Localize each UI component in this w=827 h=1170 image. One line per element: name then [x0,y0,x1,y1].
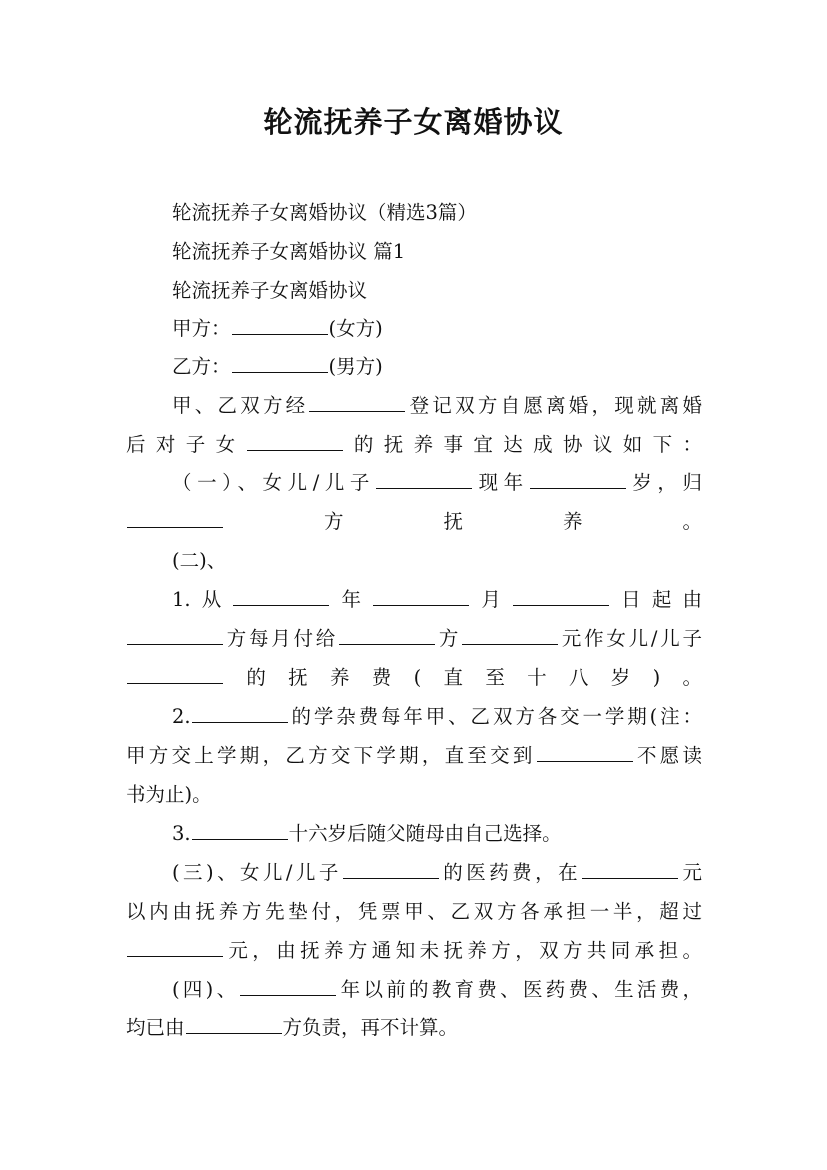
blank-field [373,583,469,606]
document-line [172,541,702,580]
line-text: 轮流抚养子女离婚协议 篇1 [172,240,406,263]
line-text: 甲方： [172,317,231,340]
line-text: (女方) [328,317,383,340]
document-line [126,502,702,541]
blank-field [186,1011,282,1034]
document-line [126,775,702,814]
document-line [126,425,702,464]
document-line [172,853,702,892]
document-line [172,697,702,736]
line-text: 的抚养事宜达成协议如下： [343,433,702,456]
line-text: 3. [172,822,191,845]
blank-field [247,428,343,451]
line-text: 岁，归 [626,471,702,494]
blank-field [232,350,328,373]
line-text: 1.从 [172,588,233,611]
blank-field [537,739,633,762]
line-text: 年以前的教育费、医药费、生活费， [337,978,702,1001]
line-text: 轮流抚养子女离婚协议 [172,279,368,302]
line-text: 现年 [473,471,529,494]
document-line [172,580,702,619]
document-line [172,970,702,1009]
blank-field [192,817,288,840]
line-text: 的医药费，在 [439,861,582,884]
blank-field [376,466,472,489]
blank-field [127,505,223,528]
line-text: (二)、 [172,549,227,572]
document-line [172,386,702,425]
blank-field [462,622,558,645]
blank-field [233,583,329,606]
document-line [172,193,702,232]
line-text: 元作女儿/儿子 [559,627,702,650]
blank-field [339,622,435,645]
line-text: 乙方： [172,355,231,378]
line-text: 后对子女 [126,433,246,456]
line-text: (三)、女儿/儿子 [172,861,342,884]
blank-field [309,389,405,412]
line-text: 的抚养费(直至十八岁)。 [224,666,702,689]
blank-field [127,622,223,645]
document-line [126,619,702,658]
document-line [172,232,702,271]
blank-field [232,312,328,335]
line-text: 方负责，再不计算。 [282,1016,459,1039]
line-text: 的学杂费每年甲、乙双方各交一学期(注： [288,705,702,728]
line-text: 甲方交上学期，乙方交下学期，直至交到 [126,744,536,767]
line-text: 轮流抚养子女离婚协议（精选3篇） [172,201,477,224]
line-text: 书为止)。 [126,783,212,806]
document-line [126,931,702,970]
line-text: 年 [330,588,373,611]
line-text: 元，由抚养方通知未抚养方，双方共同承担。 [224,939,702,962]
blank-field [582,856,678,879]
blank-field [240,973,336,996]
blank-field [513,583,609,606]
document-line [172,463,702,502]
line-text: （一）、女儿/儿子 [172,471,376,494]
line-text: 方抚养。 [224,510,702,533]
blank-field [192,700,288,723]
document-line [172,347,702,386]
document-line [126,658,702,697]
line-text: 甲、乙双方经 [172,394,309,417]
document-line [126,736,702,775]
document-line [172,814,702,853]
line-text: 元 [679,861,702,884]
blank-field [343,856,439,879]
document-line [126,1008,702,1047]
line-text: (四)、 [172,978,240,1001]
line-text: 不愿读 [633,744,702,767]
line-text: 2. [172,705,191,728]
line-text: 登记双方自愿离婚，现就离婚 [406,394,702,417]
line-text: (男方) [328,355,383,378]
blank-field [127,934,223,957]
blank-field [530,466,626,489]
line-text: 方 [436,627,462,650]
line-text: 十六岁后随父随母由自己选择。 [288,822,562,845]
line-text: 以内由抚养方先垫付，凭票甲、乙双方各承担一半，超过 [126,900,702,923]
line-text: 月 [470,588,513,611]
document-line [172,271,702,310]
document-title: 轮流抚养子女离婚协议 [263,105,564,139]
document-line [126,892,702,931]
blank-field [127,661,223,684]
document-line [172,309,702,348]
line-text: 均已由 [126,1016,185,1039]
line-text: 日起由 [610,588,702,611]
line-text: 方每月付给 [224,627,339,650]
